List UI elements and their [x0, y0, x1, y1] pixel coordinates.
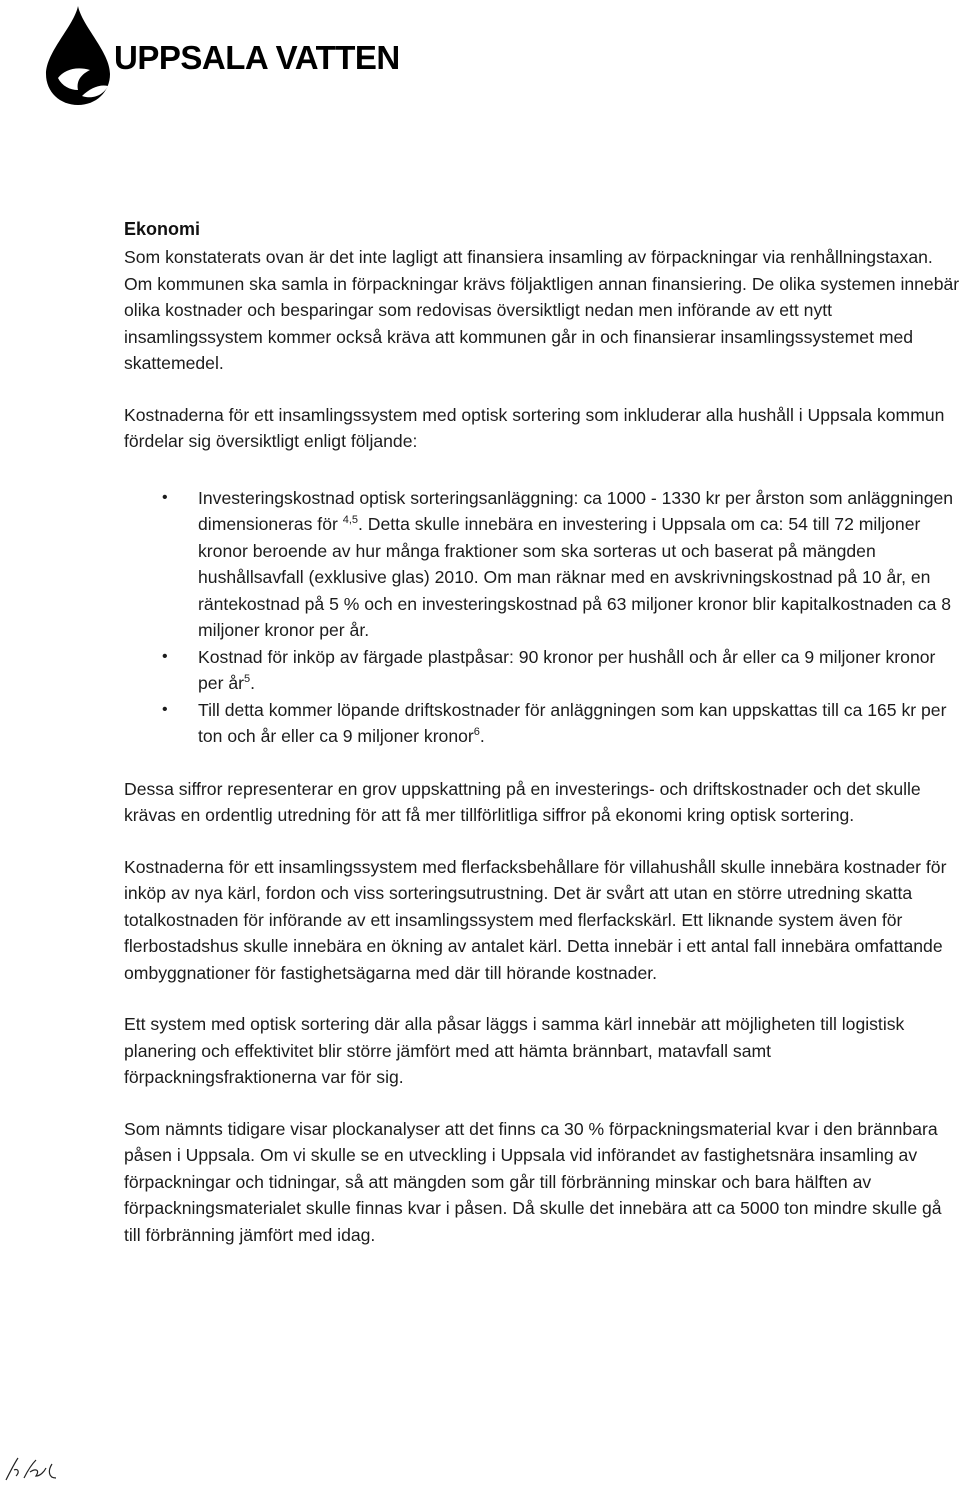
list-item: • Till detta kommer löpande driftskostnader för anläggningen som kan uppskattas till ca 165 kr per ton och år eller ca 9 miljoner kronor$^6$. [124, 697, 960, 750]
logo [38, 4, 400, 108]
estimate-paragraph: Dessa siffror representerar en grov uppskattning på en investerings- och driftskostnader och det skulle krävas en ordentlig utredning för att få mer tillförlitliga siffror på ekonomi kring optisk sortering. [124, 778, 921, 825]
footnote-ref: 6 [473, 726, 480, 738]
document-body [124, 216, 960, 1248]
water-drop-icon [38, 4, 126, 108]
list-item: • Kostnad för inköp av färgade plastpåsar: 90 kronor per hushåll och år eller ca 9 miljoner kronor per $år^5$. [124, 644, 960, 697]
analysis-paragraph: Som nämnts tidigare visar plockanalyser att det finns ca 30 % förpackningsmaterial kvar i den brännbara påsen i Uppsala. Om vi skulle se en utveckling i Uppsala vid införandet av fastighetsnära insamling av förpackningar och tidningar, så att mängden som går till förbränning minskar och bara hälften av förpackningsmaterialet skulle finnas kvar i påsen. Då skulle det innebära att ca 5000 ton mindre skulle gå till förbränning jämfört med idag. [124, 1118, 942, 1245]
logo-text: UPPSALA VATTEN [114, 39, 400, 76]
costs-intro-paragraph: Kostnaderna för ett insamlingssystem med optisk sortering som inkluderar alla hushåll i Uppsala kommun fördelar sig översiktligt enligt följande: [124, 404, 945, 451]
intro-paragraph: Som konstaterats ovan är det inte lagligt att finansiera insamling av förpackningar via renhållningstaxan. Om kommunen ska samla in förpackningar krävs följaktligen annan finansiering. De olika systemen innebär olika kostnader och besparingar som redovisas översiktligt nedan men införande av ett nytt insamlingssystem kommer också kräva att kommunen går in och finansierar insamlingssystemet med skattemedel. [124, 247, 960, 373]
signature [0, 1450, 80, 1486]
footnote-ref: 4,5 [342, 514, 359, 526]
optical-sorting-paragraph: Ett system med optisk sortering där alla påsar läggs i samma kärl innebär att möjligheten till logistisk planering och effektivitet blir större jämfört med att hämta brännbart, matavfall samt förpackningsfraktionerna var för sig. [124, 1014, 905, 1087]
footnote-ref: 5 [243, 673, 251, 685]
list-item: • Investeringskostnad optisk sorteringsanläggning: ca 1000 - 1330 kr per årston som anläggningen dimensioneras för $^{4,5}$. Detta skulle innebära en investering i Uppsala om ca: 54 till 72 miljoner kronor beroende av hur många fraktioner som ska sorteras ut och baserat på mängden hushållsavfall (exklusive glas) 2010. Om man räknar med en avskrivningskostnad på 10 år, en räntekostnad på 5 % och en investeringskostnad på 63 miljoner kronor blir kapitalkostnaden ca 8 miljoner kronor per år. [124, 485, 960, 644]
section-heading: Ekonomi [124, 219, 201, 239]
cost-list [124, 485, 960, 750]
multi-compartment-paragraph: Kostnaderna för ett insamlingssystem med flerfacksbehållare för villahushåll skulle innebära kostnader för inköp av nya kärl, fordon och viss sorteringsutrustning. Det är svårt att utan en större utredning skatta totalkostnaden för införande av ett insamlingssystem med flerfackskärl. Ett liknande system även för flerbostadshus skulle innebära en ökning av antalet kärl. Detta innebär i ett antal fall innebära omfattande ombyggnationer för fastighetsägarna med där till hörande kostnader. [124, 856, 947, 983]
